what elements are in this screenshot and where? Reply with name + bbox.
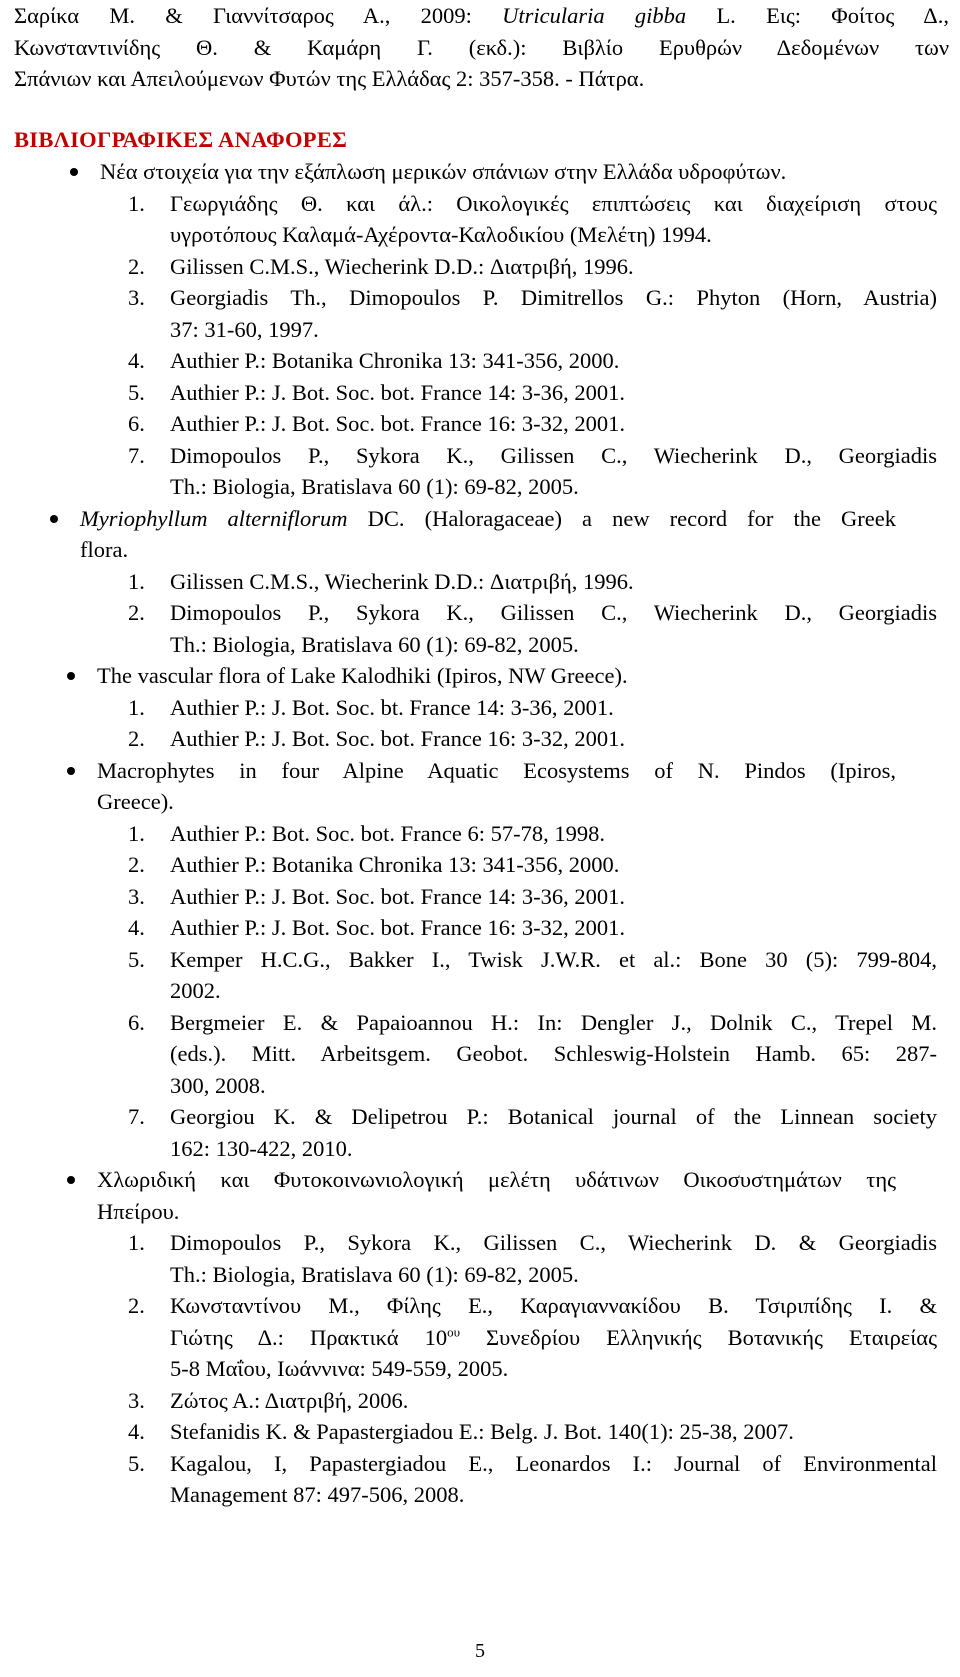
reference-line: Th.: Biologia, Bratislava 60 (1): 69-82, 2005. [170, 1261, 579, 1287]
reference-item [0, 566, 937, 598]
topic-title-line: Ηπείρου. [97, 1198, 180, 1224]
reference-item [0, 1385, 937, 1417]
reference-line: 37: 31-60, 1997. [170, 316, 319, 342]
reference-line: Th.: Biologia, Bratislava 60 (1): 69-82, 2005. [170, 631, 579, 657]
reference-line: Kemper H.C.G., Bakker I., Twisk J.W.R. et al.: Bone 30 (5): 799-804, [170, 946, 937, 972]
reference-line: Authier P.: J. Bot. Soc. bot. France 16: 3-32, 2001. [170, 726, 625, 751]
page-number: 5 [475, 1640, 485, 1662]
intro-line-1: Σαρίκα Μ. & Γιαννίτσαρος Α., 2009: Utricularia gibba L. Εις: Φοίτος Δ., [14, 3, 949, 28]
reference-number: 6. [128, 1009, 145, 1035]
reference-line: Dimopoulos P., Sykora K., Gilissen C., Wiecherink D., Georgiadis [170, 442, 937, 468]
reference-number: 1. [128, 1230, 145, 1255]
reference-list [0, 818, 960, 1165]
reference-line: Dimopoulos P., Sykora K., Gilissen C., Wiecherink D. & Georgiadis [170, 1230, 937, 1255]
topic-title [97, 1164, 896, 1227]
reference-number: 3. [128, 1387, 145, 1413]
topic-title-line: flora. [80, 537, 129, 562]
reference-number: 4. [128, 1419, 145, 1444]
reference-line: Authier P.: J. Bot. Soc. bot. France 14: 3-36, 2001. [170, 379, 625, 405]
reference-item [0, 597, 937, 660]
reference-number: 2. [128, 852, 145, 877]
reference-line: Kagalou, I, Papastergiadou E., Leonardos I.: Journal of Environmental [170, 1450, 937, 1476]
reference-item [0, 345, 937, 377]
reference-number: 5. [128, 1450, 145, 1476]
topic-title-line: Greece). [97, 789, 174, 814]
species-name: Myriophyllum alterniflorum [80, 505, 348, 531]
reference-number: 1. [128, 190, 145, 216]
reference-line: (eds.). Mitt. Arbeitsgem. Geobot. Schleswig-Holstein Hamb. 65: 287- [170, 1041, 937, 1066]
reference-line: Georgiou K. & Delipetrou P.: Botanical journal of the Linnean society [170, 1104, 937, 1129]
intro-line-2: Κωνσταντινίδης Θ. & Καμάρη Γ. (εκδ.): Βιβλίο Ερυθρών Δεδομένων των [14, 34, 949, 60]
reference-line: Gilissen C.M.S., Wiecherink D.D.: Διατριβή, 1996. [170, 253, 634, 279]
reference-number: 7. [128, 1104, 145, 1129]
reference-item [0, 408, 937, 440]
bullet-icon [50, 515, 58, 523]
reference-number: 5. [128, 379, 145, 405]
topic-1 [0, 156, 960, 503]
reference-line: Ζώτος Α.: Διατριβή, 2006. [170, 1387, 409, 1413]
reference-line: 162: 130-422, 2010. [170, 1135, 353, 1161]
reference-item [0, 440, 937, 503]
reference-item [0, 944, 937, 1007]
reference-item [0, 282, 937, 345]
reference-number: 2. [128, 726, 145, 751]
reference-number: 5. [128, 946, 145, 972]
reference-line: Authier P.: J. Bot. Soc. bot. France 16: 3-32, 2001. [170, 915, 625, 940]
reference-item [0, 692, 937, 724]
reference-number: 1. [128, 820, 145, 846]
reference-line: Authier P.: J. Bot. Soc. bt. France 14: 3-36, 2001. [170, 694, 614, 720]
bullet-icon [67, 672, 75, 680]
topic-title-line: The vascular flora of Lake Kalodhiki (Ipiros, NW Greece). [97, 663, 628, 688]
reference-number: 2. [128, 600, 145, 625]
reference-line: Authier P.: Bot. Soc. bot. France 6: 57-78, 1998. [170, 820, 605, 846]
bullet-icon [70, 168, 78, 176]
bullet-icon [67, 1176, 75, 1184]
reference-item [0, 251, 937, 283]
species-name: Utricularia gibba [502, 3, 687, 28]
reference-item [0, 1101, 937, 1164]
reference-line: Authier P.: J. Bot. Soc. bot. France 16: 3-32, 2001. [170, 411, 625, 436]
reference-line: Γεωργιάδης Θ. και άλ.: Οικολογικές επιπτώσεις και διαχείριση στους [170, 190, 937, 216]
reference-line: Th.: Biologia, Bratislava 60 (1): 69-82, 2005. [170, 474, 579, 499]
topic-title-line: Χλωριδική και Φυτοκοινωνιολογική μελέτη υδάτινων Οικοσυστημάτων της [97, 1167, 896, 1192]
reference-item [0, 912, 937, 944]
reference-number: 1. [128, 694, 145, 720]
reference-number: 4. [128, 348, 145, 373]
reference-item [0, 1448, 937, 1511]
topic-5 [0, 1164, 960, 1511]
reference-line: 2002. [170, 978, 221, 1003]
reference-list [0, 188, 960, 503]
reference-list [0, 1227, 960, 1511]
topic-title [97, 660, 896, 692]
reference-list [0, 566, 960, 661]
topic-title-line: Νέα στοιχεία για την εξάπλωση μερικών σπάνιων στην Ελλάδα υδροφύτων. [100, 159, 787, 184]
reference-line: Authier P.: J. Bot. Soc. bot. France 14: 3-36, 2001. [170, 883, 625, 909]
reference-number: 6. [128, 411, 145, 436]
topic-title [80, 503, 896, 566]
reference-number: 4. [128, 915, 145, 940]
reference-item [0, 881, 937, 913]
reference-line: Gilissen C.M.S., Wiecherink D.D.: Διατριβή, 1996. [170, 568, 634, 594]
reference-line: Georgiadis Th., Dimopoulos P. Dimitrellos G.: Phyton (Horn, Austria) [170, 285, 937, 310]
reference-number: 2. [128, 253, 145, 279]
reference-line: Bergmeier E. & Papaioannou H.: In: Dengler J., Dolnik C., Trepel M. [170, 1009, 937, 1035]
reference-list [0, 692, 960, 755]
reference-item [0, 1227, 937, 1290]
reference-item [0, 188, 937, 251]
topics-list [0, 156, 960, 1511]
reference-number: 1. [128, 568, 145, 594]
topic-title [97, 755, 896, 818]
topic-3 [0, 660, 960, 755]
intro-line-3: Σπάνιων και Απειλούμενων Φυτών της Ελλάδας 2: 357-358. - Πάτρα. [14, 66, 645, 91]
topic-title-line: Macrophytes in four Alpine Aquatic Ecosystems of N. Pindos (Ipiros, [97, 757, 896, 783]
section-title: ΒΙΒΛΙΟΓΡΑΦΙΚΕΣ ΑΝΑΦΟΡΕΣ [14, 127, 348, 152]
topic-4 [0, 755, 960, 1165]
reference-line: Authier P.: Botanika Chronika 13: 341-356, 2000. [170, 348, 620, 373]
reference-line: 300, 2008. [170, 1072, 266, 1098]
reference-line: Stefanidis K. & Papastergiadou E.: Belg. J. Bot. 140(1): 25-38, 2007. [170, 1419, 794, 1444]
reference-line: Γιώτης Δ.: Πρακτικά $10^{o\upsilon}$ Συνεδρίου Ελληνικής Βοτανικής Εταιρείας [170, 1324, 937, 1350]
reference-line: Authier P.: Botanika Chronika 13: 341-356, 2000. [170, 852, 620, 877]
reference-line: 5-8 Μαΐου, Ιωάννινα: 549-559, 2005. [170, 1356, 509, 1381]
reference-item [0, 818, 937, 850]
reference-number: 7. [128, 442, 145, 468]
reference-line: Management 87: 497-506, 2008. [170, 1482, 465, 1507]
reference-line: υγροτόπους Καλαμά-Αχέροντα-Καλοδικίου (Μελέτη) 1994. [170, 222, 712, 247]
reference-item [0, 377, 937, 409]
reference-line: Dimopoulos P., Sykora K., Gilissen C., Wiecherink D., Georgiadis [170, 600, 937, 625]
reference-item [0, 1416, 937, 1448]
reference-line: Κωνσταντίνου Μ., Φίλης Ε., Καραγιαννακίδου Β. Τσιριπίδης Ι. & [170, 1293, 937, 1318]
topic-2 [0, 503, 960, 661]
topic-title-line: Myriophyllum alterniflorum DC. (Haloragaceae) a new record for the Greek [80, 505, 897, 531]
reference-item [0, 723, 937, 755]
reference-item [0, 1290, 937, 1385]
bullet-icon [67, 767, 75, 775]
reference-item [0, 1007, 937, 1102]
reference-item [0, 849, 937, 881]
topic-title [100, 156, 896, 188]
reference-number: 2. [128, 1293, 145, 1318]
reference-number: 3. [128, 883, 145, 909]
intro-reference [14, 0, 949, 95]
reference-number: 3. [128, 285, 145, 310]
